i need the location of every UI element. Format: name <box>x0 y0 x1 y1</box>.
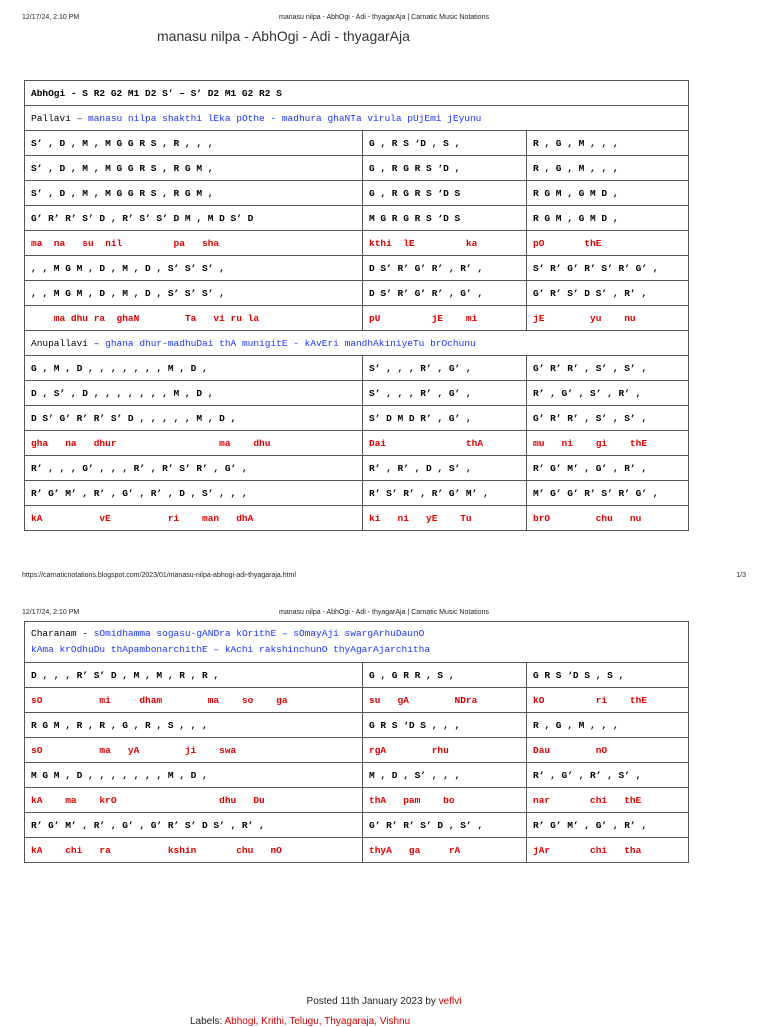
swara-cell: G’ R’ R’ S’ D , S’ , <box>363 813 527 838</box>
swara-cell: G’ R’ R’ S’ D , R’ S’ S’ D M , M D S’ D <box>25 206 363 231</box>
print-datetime: 12/17/24, 2:10 PM <box>22 14 80 21</box>
author-link[interactable]: veflvi <box>438 996 462 1007</box>
swara-row <box>25 381 689 406</box>
lyrics-cell: ma na su nil pa sha <box>25 231 363 256</box>
swara-cell: G’ R’ R’ , S’ , S’ , <box>527 356 689 381</box>
swara-cell: , , M G M , D , M , D , S’ S’ S’ , <box>25 281 363 306</box>
swara-cell: G , R G R S ‘D S <box>363 181 527 206</box>
swara-cell: G’ R’ S’ D S’ , R’ , <box>527 281 689 306</box>
lyrics-cell: su gA NDra <box>363 688 527 713</box>
swara-cell: D , S’ , D , , , , , , , M , D , <box>25 381 363 406</box>
swara-cell: R’ , R’ , D , S’ , <box>363 456 527 481</box>
swara-row <box>25 481 689 506</box>
swara-cell: S’ , D , M , M G G R S , R , , , <box>25 131 363 156</box>
swara-row <box>25 813 689 838</box>
swara-cell: R’ , , , G’ , , , R’ , R’ S’ R’ , G’ , <box>25 456 363 481</box>
swara-cell: R’ S’ R’ , R’ G’ M’ , <box>363 481 527 506</box>
lyrics-cell: thA pam bo <box>363 788 527 813</box>
lyrics-cell: jAr chi tha <box>527 838 689 863</box>
lyrics-cell: kA chi ra kshin chu nO <box>25 838 363 863</box>
swara-cell: S’ , , , R’ , G’ , <box>363 356 527 381</box>
pallavi-label: Pallavi – <box>31 112 89 124</box>
labels-links[interactable]: Abhogi, Krithi, Telugu, Thyagaraja, Vishnu <box>224 1016 411 1027</box>
swara-cell: R , G , M , , , <box>527 713 689 738</box>
swara-cell: D S’ R’ G’ R’ , G’ , <box>363 281 527 306</box>
lyrics-cell: rgA rhu <box>363 738 527 763</box>
swara-row <box>25 156 689 181</box>
notation-table-page2 <box>24 621 689 863</box>
swara-row <box>25 456 689 481</box>
swara-cell: D S’ G’ R’ R’ S’ D , , , , , M , D , <box>25 406 363 431</box>
swara-row <box>25 663 689 688</box>
swara-cell: , , M G M , D , M , D , S’ S’ S’ , <box>25 256 363 281</box>
swara-cell: M’ G’ G’ R’ S’ R’ G’ , <box>527 481 689 506</box>
lyrics-cell: jE yu nu <box>527 306 689 331</box>
lyrics-cell: thyA ga rA <box>363 838 527 863</box>
charanam-line2: kAma krOdhuDu thApambonarchithE – kAchi rakshinchunO thyAgarAjarchitha <box>31 644 431 655</box>
swara-row <box>25 181 689 206</box>
anupallavi-heading <box>25 331 689 356</box>
lyrics-cell: kO ri thE <box>527 688 689 713</box>
swara-cell: R’ G’ M’ , G’ , R’ , <box>527 813 689 838</box>
notation-table-page1 <box>24 80 689 531</box>
lyrics-cell: nar chi thE <box>527 788 689 813</box>
swara-cell: S’ R’ G’ R’ S’ R’ G’ , <box>527 256 689 281</box>
swara-cell: R’ , G’ , S’ , R’ , <box>527 381 689 406</box>
anupallavi-text: ghana dhur-madhuDai thA munigitE - kAvEri mandhAkiniyeTu brOchunu <box>105 337 476 349</box>
lyrics-cell: Dau nO <box>527 738 689 763</box>
swara-row <box>25 713 689 738</box>
swara-row <box>25 256 689 281</box>
swara-row <box>25 356 689 381</box>
swara-row <box>25 763 689 788</box>
print-page-number: 1/3 <box>736 572 746 579</box>
lyrics-row <box>25 306 689 331</box>
lyrics-cell: kA ma krO dhu Du <box>25 788 363 813</box>
swara-cell: G R S ‘D S , S , <box>527 663 689 688</box>
print-datetime-page2: 12/17/24, 2:10 PM <box>22 609 80 616</box>
raga-scale: AbhOgi - S R2 G2 M1 D2 S’ – S’ D2 M1 G2 R2 S <box>25 81 689 106</box>
swara-cell: R , G , M , , , <box>527 131 689 156</box>
swara-cell: S’ , D , M , M G G R S , R G M , <box>25 181 363 206</box>
lyrics-cell: Dai thA <box>363 431 527 456</box>
swara-cell: D S’ R’ G’ R’ , R’ , <box>363 256 527 281</box>
swara-cell: S’ , , , R’ , G’ , <box>363 381 527 406</box>
swara-cell: G , R G R S ‘D , <box>363 156 527 181</box>
swara-cell: R’ G’ M’ , G’ , R’ , <box>527 456 689 481</box>
swara-cell: M G M , D , , , , , , , M , D , <box>25 763 363 788</box>
swara-cell: R’ G’ M’ , R’ , G’ , R’ , D , S’ , , , <box>25 481 363 506</box>
swara-cell: R G M , G M D , <box>527 181 689 206</box>
pallavi-heading-row <box>25 106 689 131</box>
charanam-heading-row <box>25 622 689 663</box>
print-page-title: manasu nilpa - AbhOgi - Adi - thyagarAja | Carnatic Music Notations <box>279 14 489 21</box>
swara-cell: D , , , R’ S’ D , M , M , R , R , <box>25 663 363 688</box>
posted-line <box>0 996 768 1007</box>
lyrics-row <box>25 788 689 813</box>
swara-row <box>25 206 689 231</box>
swara-cell: M G R G R S ‘D S <box>363 206 527 231</box>
print-page-title-page2: manasu nilpa - AbhOgi - Adi - thyagarAja | Carnatic Music Notations <box>279 609 489 616</box>
swara-cell: R , G , M , , , <box>527 156 689 181</box>
swara-cell: R’ , G’ , R’ , S’ , <box>527 763 689 788</box>
swara-row <box>25 406 689 431</box>
lyrics-cell: kthi lE ka <box>363 231 527 256</box>
lyrics-cell: ki ni yE Tu <box>363 506 527 531</box>
posted-prefix: Posted 11th January 2023 by <box>306 996 439 1007</box>
swara-cell: G , M , D , , , , , , , M , D , <box>25 356 363 381</box>
lyrics-cell: brO chu nu <box>527 506 689 531</box>
swara-cell: S’ , D , M , M G G R S , R G M , <box>25 156 363 181</box>
swara-cell: G’ R’ R’ , S’ , S’ , <box>527 406 689 431</box>
labels-prefix: Labels: <box>190 1016 225 1027</box>
lyrics-row <box>25 231 689 256</box>
lyrics-row <box>25 838 689 863</box>
lyrics-cell: kA vE ri man dhA <box>25 506 363 531</box>
lyrics-cell: gha na dhur ma dhu <box>25 431 363 456</box>
raga-row <box>25 81 689 106</box>
lyrics-row <box>25 431 689 456</box>
lyrics-cell: sO mi dham ma so ga <box>25 688 363 713</box>
pallavi-heading <box>25 106 689 131</box>
anupallavi-label: Anupallavi – <box>31 337 106 349</box>
swara-cell: R G M , R , R , G , R , S , , , <box>25 713 363 738</box>
swara-cell: S’ D M D R’ , G’ , <box>363 406 527 431</box>
lyrics-row <box>25 688 689 713</box>
swara-cell: G R S ‘D S , , , <box>363 713 527 738</box>
anupallavi-heading-row <box>25 331 689 356</box>
swara-cell: R G M , G M D , <box>527 206 689 231</box>
lyrics-cell: sO ma yA ji swa <box>25 738 363 763</box>
lyrics-cell: mu ni gi thE <box>527 431 689 456</box>
lyrics-row <box>25 738 689 763</box>
lyrics-cell: pO thE <box>527 231 689 256</box>
charanam-line1: sOmidhamma sogasu-gANDra kOrithE – sOmayAji swargArhuDaunO <box>93 628 425 639</box>
charanam-label: Charanam - <box>31 628 94 639</box>
swara-row <box>25 281 689 306</box>
charanam-heading <box>25 622 689 663</box>
swara-cell: G , R S ‘D , S , <box>363 131 527 156</box>
swara-row <box>25 131 689 156</box>
song-title: manasu nilpa - AbhOgi - Adi - thyagarAja <box>157 28 410 44</box>
swara-cell: G , G R R , S , <box>363 663 527 688</box>
print-url: https://carnaticnotations.blogspot.com/2023/01/manasu-nilpa-abhogi-adi-thyagaraja.html <box>22 572 296 579</box>
lyrics-cell: ma dhu ra ghaN Ta vi ru la <box>25 306 363 331</box>
labels-line <box>190 1016 410 1027</box>
lyrics-cell: pU jE mi <box>363 306 527 331</box>
pallavi-text: manasu nilpa shakthi lEka pOthe - madhura ghaNTa virula pUjEmi jEyunu <box>88 112 482 124</box>
swara-cell: R’ G’ M’ , R’ , G’ , G’ R’ S’ D S’ , R’ , <box>25 813 363 838</box>
swara-cell: M , D , S’ , , , <box>363 763 527 788</box>
lyrics-row <box>25 506 689 531</box>
